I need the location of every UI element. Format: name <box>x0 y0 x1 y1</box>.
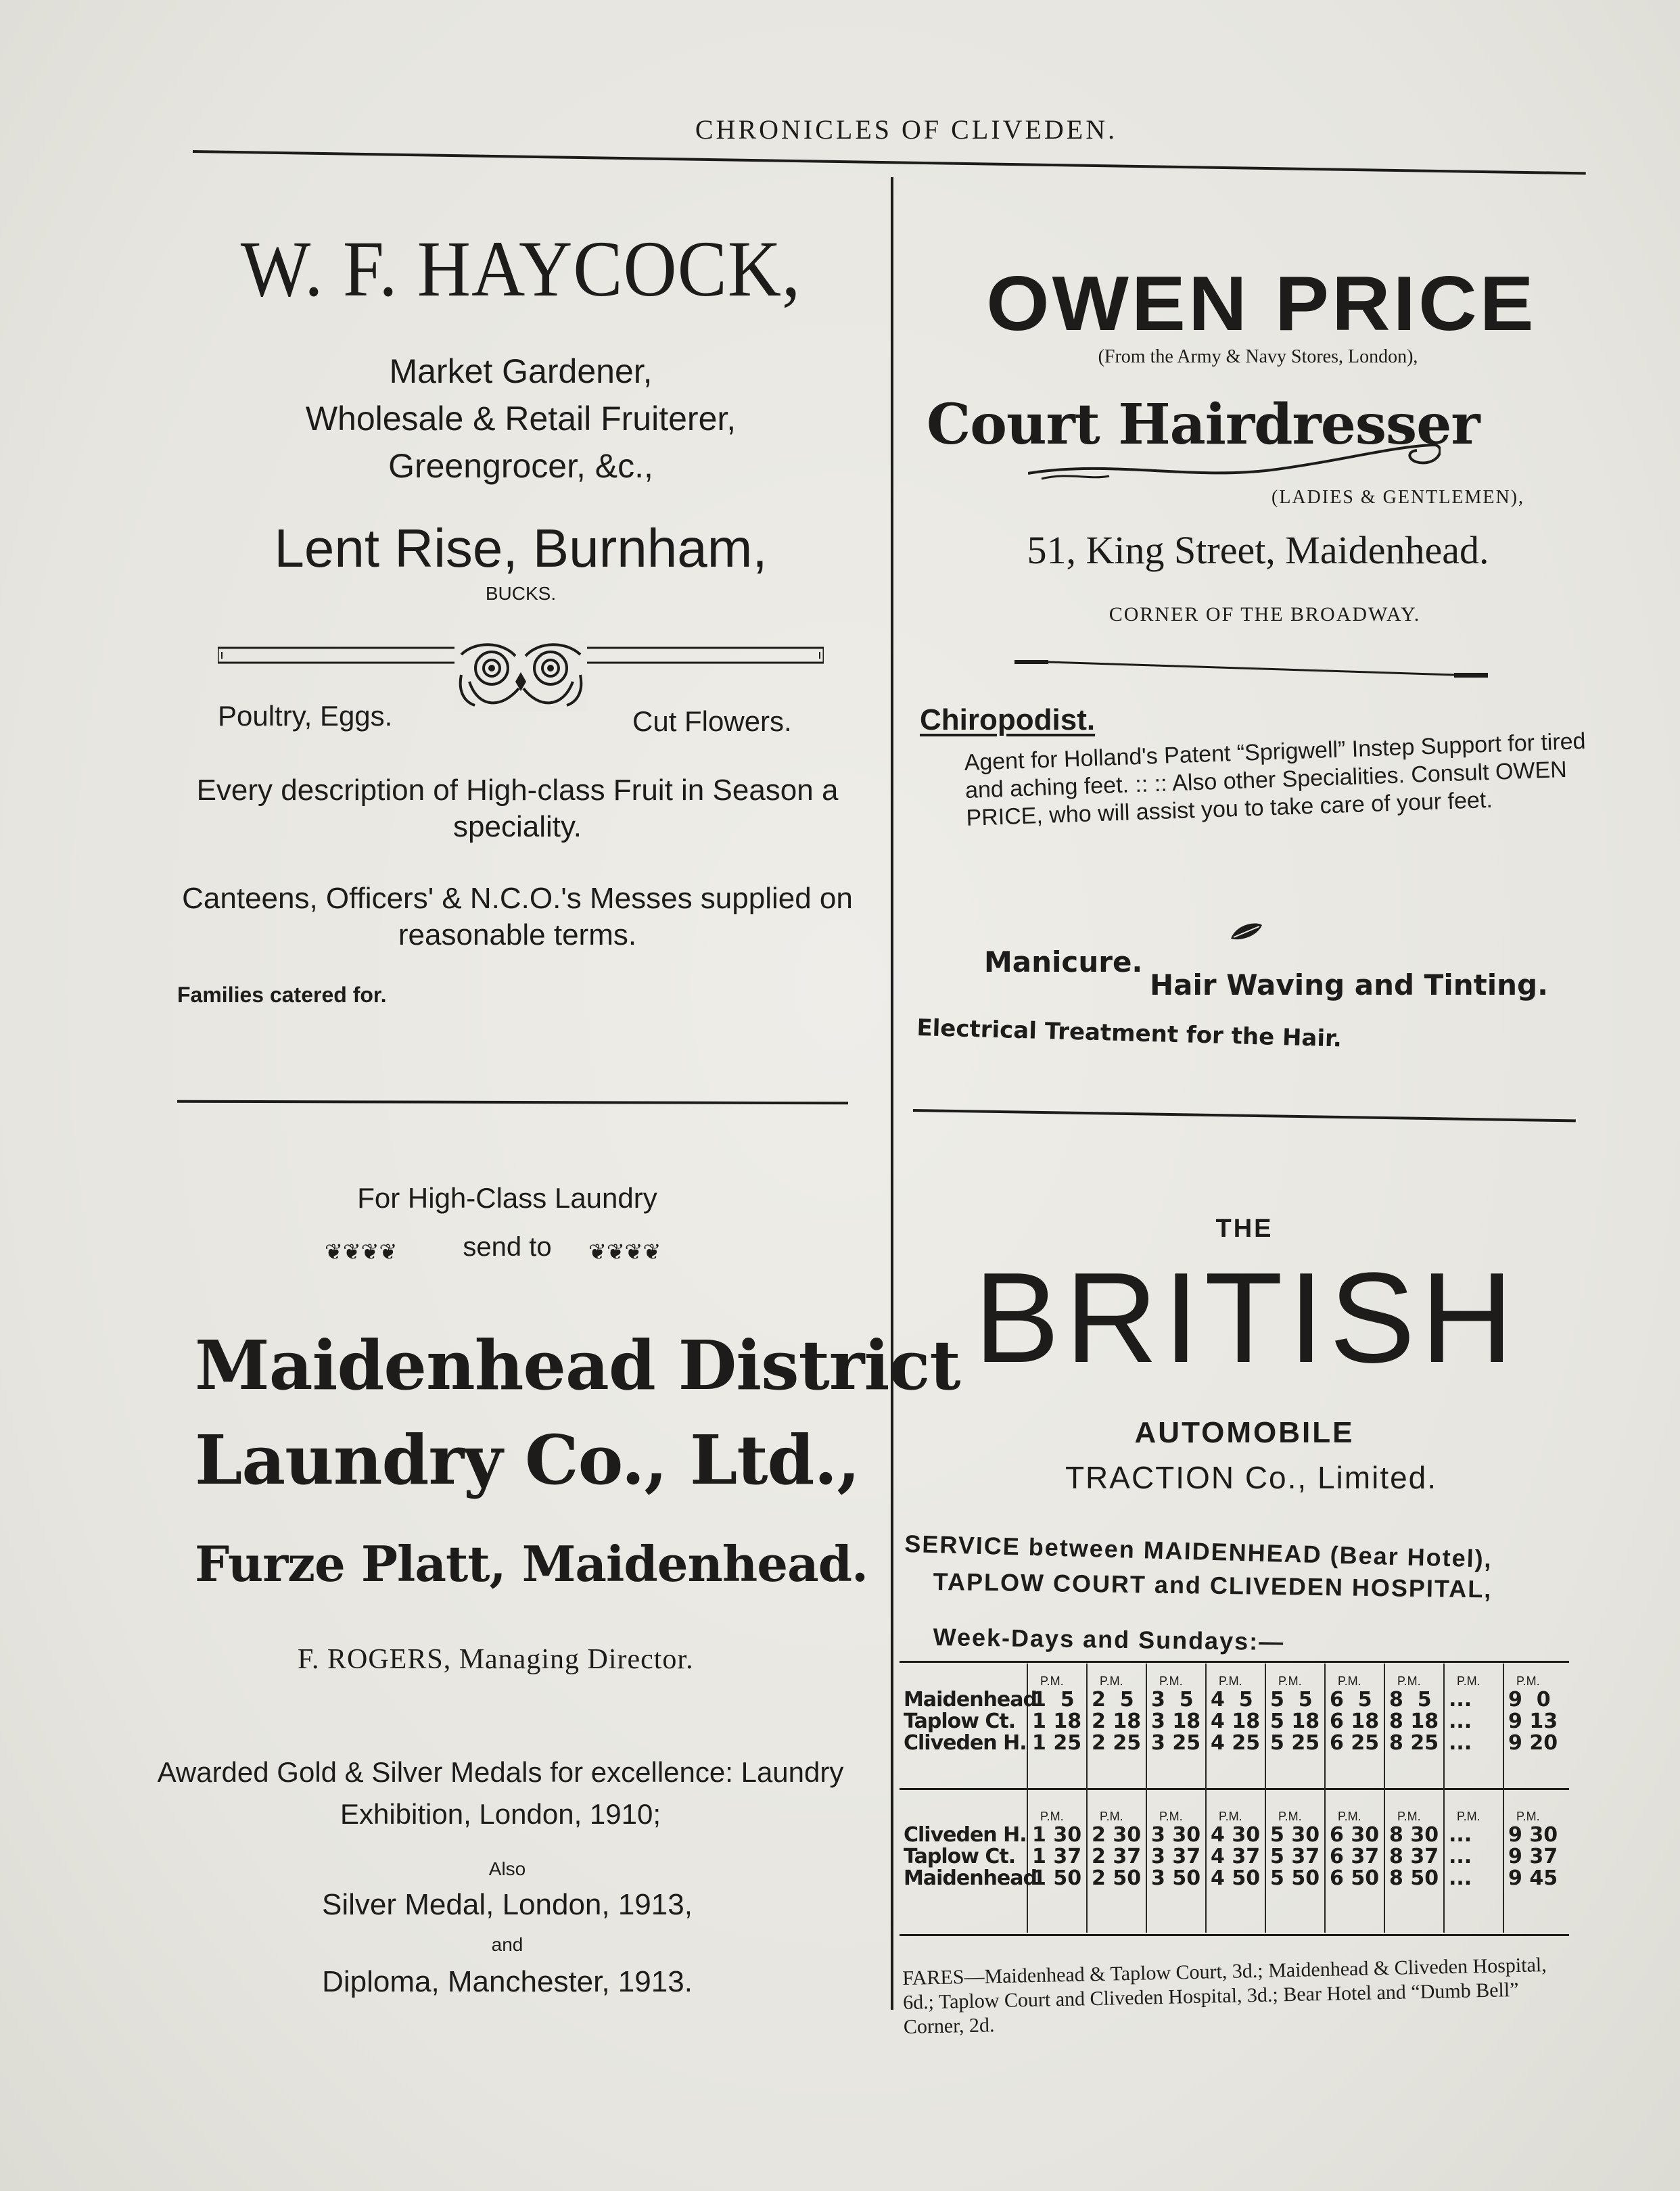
timetable-column-rule <box>1146 1664 1147 1933</box>
timetable-column-rule <box>1443 1664 1445 1933</box>
timetable-time-outbound: 2 25 <box>1092 1731 1142 1755</box>
timetable-time-outbound: 6 5 <box>1330 1688 1372 1712</box>
address: Lent Rise, Burnham, <box>274 518 768 578</box>
timetable-pm-label: P.M. <box>1397 1674 1421 1688</box>
timetable-stop-outbound: Taplow Ct. <box>904 1710 1016 1733</box>
timetable-time-outbound: 4 25 <box>1211 1731 1261 1755</box>
timetable-pm-label: P.M. <box>1219 1810 1242 1823</box>
timetable-time-outbound: 1 18 <box>1032 1710 1082 1733</box>
timetable-stop-return: Taplow Ct. <box>904 1845 1016 1868</box>
service-line-3: Week-Days and Sundays:— <box>933 1623 1285 1656</box>
automobile-text: AUTOMOBILE <box>1134 1416 1355 1449</box>
timetable-time-outbound: 4 5 <box>1211 1688 1253 1712</box>
timetable-bottom-rule <box>900 1934 1569 1936</box>
timetable-time-outbound: 1 5 <box>1032 1688 1075 1712</box>
service-line-2: TAPLOW COURT and CLIVEDEN HOSPITAL, <box>933 1568 1493 1603</box>
advertiser-name: OWEN PRICE <box>986 260 1537 347</box>
top-rule <box>193 150 1586 174</box>
left-section-rule <box>177 1100 848 1105</box>
timetable-time-return: 1 50 <box>1032 1866 1082 1890</box>
timetable-time-outbound: 8 25 <box>1389 1731 1439 1755</box>
timetable-time-return: 4 30 <box>1211 1823 1261 1847</box>
timetable-time-outbound: 9 13 <box>1508 1710 1558 1733</box>
the-text: THE <box>1215 1215 1274 1243</box>
british-title: BRITISH <box>974 1246 1519 1390</box>
timetable-stop-return: Cliveden H. <box>904 1823 1027 1847</box>
product-cut-flowers: Cut Flowers. <box>632 705 792 737</box>
timetable-time-outbound: 5 25 <box>1270 1731 1320 1755</box>
timetable-pm-label: P.M. <box>1278 1674 1302 1688</box>
timetable-column-rule <box>1384 1664 1385 1933</box>
laundry-intro: For High-Class Laundry <box>357 1182 657 1214</box>
court-hairdresser-title: Court Hairdresser <box>927 392 1480 457</box>
timetable-pm-label: P.M. <box>1040 1674 1064 1688</box>
trade-line: Market Gardener, <box>389 352 653 390</box>
timetable-time-outbound: 2 18 <box>1092 1710 1142 1733</box>
send-to-text: send to <box>463 1232 552 1262</box>
laundry-name-line-2: Laundry Co., Ltd., <box>195 1420 860 1500</box>
trade-line: Wholesale & Retail Fruiterer, <box>305 400 737 438</box>
silver-medal-text: Silver Medal, London, 1913, <box>322 1888 693 1921</box>
timetable-time-outbound: 6 25 <box>1330 1731 1380 1755</box>
also-text: Also <box>488 1858 526 1879</box>
timetable-time-return: 6 30 <box>1330 1823 1380 1847</box>
timetable-time-return: 3 37 <box>1151 1845 1201 1868</box>
timetable-time-return: 2 50 <box>1092 1866 1142 1890</box>
timetable-time-outbound: 8 18 <box>1389 1710 1439 1733</box>
advertiser-name: W. F. HAYCOCK, <box>240 225 801 313</box>
timetable-time-return: 9 45 <box>1508 1866 1558 1890</box>
timetable-time-return: 5 37 <box>1270 1845 1320 1868</box>
timetable-time-outbound: 5 5 <box>1270 1688 1313 1712</box>
timetable-time-return: 6 50 <box>1330 1866 1380 1890</box>
bus-timetable <box>900 1661 1569 1938</box>
fares-text: FARES—Maidenhead & Taplow Court, 3d.; Maidenhead & Cliveden Hospital, 6d.; Taplow Court and Cliveden Hospital, 3d.; Bear Hotel and “Dumb Bell” Corner, 2d. <box>902 1954 1547 2038</box>
timetable-pm-label: P.M. <box>1457 1810 1480 1823</box>
timetable-pm-label: P.M. <box>1338 1810 1361 1823</box>
timetable-time-return: 1 30 <box>1032 1823 1082 1847</box>
timetable-time-return: 5 50 <box>1270 1866 1320 1890</box>
sprigwell-agent-text: Agent for Holland's Patent “Sprigwell” Instep Support for tired and aching feet. :: :: Also other Specialities. Consult OWEN PRICE, who will assist you to take care of your feet. <box>964 728 1587 831</box>
trade-line: Greengrocer, &c., <box>388 447 653 485</box>
timetable-time-outbound: 9 20 <box>1508 1731 1558 1755</box>
timetable-time-return: 3 30 <box>1151 1823 1201 1847</box>
timetable-pm-label: P.M. <box>1278 1810 1302 1823</box>
flourish-ornament <box>1028 433 1441 490</box>
timetable-time-return: 3 50 <box>1151 1866 1201 1890</box>
tapered-rule-ornament <box>1014 655 1488 692</box>
diploma-text: Diploma, Manchester, 1913. <box>322 1965 693 1998</box>
timetable-pm-label: P.M. <box>1338 1674 1361 1688</box>
timetable-time-return: ... <box>1449 1866 1472 1890</box>
service-line-1: SERVICE between MAIDENHEAD (Bear Hotel), <box>904 1530 1493 1573</box>
timetable-time-return: 1 37 <box>1032 1845 1082 1868</box>
timetable-stop-outbound: Maidenhead <box>904 1688 1037 1712</box>
right-section-rule <box>913 1109 1576 1122</box>
timetable-time-return: 9 30 <box>1508 1823 1558 1847</box>
timetable-time-outbound: 2 5 <box>1092 1688 1134 1712</box>
timetable-mid-rule <box>900 1788 1569 1790</box>
timetable-column-rule <box>1324 1664 1326 1933</box>
timetable-time-return: 8 50 <box>1389 1866 1439 1890</box>
timetable-time-outbound: 4 18 <box>1211 1710 1261 1733</box>
timetable-time-outbound: 6 18 <box>1330 1710 1380 1733</box>
medals-awarded-text: Awarded Gold & Silver Medals for excellence: Laundry Exhibition, London, 1910; <box>157 1756 844 1830</box>
timetable-time-outbound: 5 18 <box>1270 1710 1320 1733</box>
laundry-name-line-1: Maidenhead District <box>195 1325 960 1405</box>
timetable-stop-outbound: Cliveden H. <box>904 1731 1027 1755</box>
timetable-column-rule <box>1086 1664 1088 1933</box>
timetable-column-rule <box>1503 1664 1504 1933</box>
floral-ornament-bar <box>218 641 824 674</box>
timetable-time-outbound: ... <box>1449 1688 1472 1712</box>
timetable-time-return: ... <box>1449 1845 1472 1868</box>
manicure-text: Manicure. <box>984 945 1143 979</box>
timetable-pm-label: P.M. <box>1100 1810 1123 1823</box>
timetable-time-outbound: 8 5 <box>1389 1688 1432 1712</box>
timetable-pm-label: P.M. <box>1100 1674 1123 1688</box>
timetable-time-outbound: 3 18 <box>1151 1710 1201 1733</box>
hair-waving-text: Hair Waving and Tinting. <box>1150 968 1549 1002</box>
timetable-time-outbound: 3 5 <box>1151 1688 1194 1712</box>
timetable-time-return: 9 37 <box>1508 1845 1558 1868</box>
timetable-time-return: 5 30 <box>1270 1823 1320 1847</box>
timetable-time-outbound: ... <box>1449 1731 1472 1755</box>
timetable-time-return: ... <box>1449 1823 1472 1847</box>
running-head: CHRONICLES OF CLIVEDEN. <box>695 114 1118 145</box>
timetable-time-outbound: 3 25 <box>1151 1731 1201 1755</box>
timetable-pm-label: P.M. <box>1219 1674 1242 1688</box>
timetable-time-return: 8 30 <box>1389 1823 1439 1847</box>
timetable-top-rule <box>900 1661 1569 1663</box>
timetable-stop-return: Maidenhead <box>904 1866 1037 1890</box>
canteens-text: Canteens, Officers' & N.C.O.'s Messes supplied on reasonable terms. <box>182 882 853 951</box>
timetable-time-outbound: 1 25 <box>1032 1731 1082 1755</box>
timetable-column-rule <box>1265 1664 1266 1933</box>
timetable-column-rule <box>1205 1664 1207 1933</box>
timetable-pm-label: P.M. <box>1397 1810 1421 1823</box>
timetable-time-outbound: ... <box>1449 1710 1472 1733</box>
timetable-time-return: 2 30 <box>1092 1823 1142 1847</box>
address: 51, King Street, Maidenhead. <box>1027 528 1489 572</box>
families-text: Families catered for. <box>177 983 387 1007</box>
fleuron-right-ornament: ❦❦❦❦ <box>588 1240 661 1264</box>
timetable-pm-label: P.M. <box>1159 1810 1183 1823</box>
timetable-pm-label: P.M. <box>1516 1674 1540 1688</box>
timetable-time-outbound: 9 0 <box>1508 1688 1551 1712</box>
timetable-time-return: 4 50 <box>1211 1866 1261 1890</box>
timetable-time-return: 4 37 <box>1211 1845 1261 1868</box>
timetable-pm-label: P.M. <box>1040 1810 1064 1823</box>
county: BUCKS. <box>485 583 557 604</box>
corner-text: CORNER OF THE BROADWAY. <box>1109 603 1421 626</box>
fleuron-left-ornament: ❦❦❦❦ <box>325 1240 398 1264</box>
traction-company-text: TRACTION Co., Limited. <box>1065 1460 1438 1495</box>
ladies-gentlemen-text: (LADIES & GENTLEMEN), <box>1271 487 1525 508</box>
chiropodist-heading: Chiropodist. <box>920 703 1096 736</box>
timetable-time-return: 6 37 <box>1330 1845 1380 1868</box>
center-column-rule <box>891 177 893 2010</box>
and-text: and <box>491 1934 523 1955</box>
timetable-pm-label: P.M. <box>1457 1674 1480 1688</box>
fruit-speciality-text: Every description of High-class Fruit in Season a speciality. <box>196 774 839 843</box>
leaf-ornament <box>1230 921 1263 945</box>
timetable-time-return: 2 37 <box>1092 1845 1142 1868</box>
from-stores-text: (From the Army & Navy Stores, London), <box>1098 346 1418 367</box>
product-poultry-eggs: Poultry, Eggs. <box>218 700 393 732</box>
laundry-address: Furze Platt, Maidenhead. <box>195 1535 868 1593</box>
managing-director: F. ROGERS, Managing Director. <box>298 1644 694 1675</box>
electrical-treatment-text: Electrical Treatment for the Hair. <box>916 1014 1343 1053</box>
timetable-pm-label: P.M. <box>1159 1674 1183 1688</box>
timetable-pm-label: P.M. <box>1516 1810 1540 1823</box>
timetable-time-return: 8 37 <box>1389 1845 1439 1868</box>
